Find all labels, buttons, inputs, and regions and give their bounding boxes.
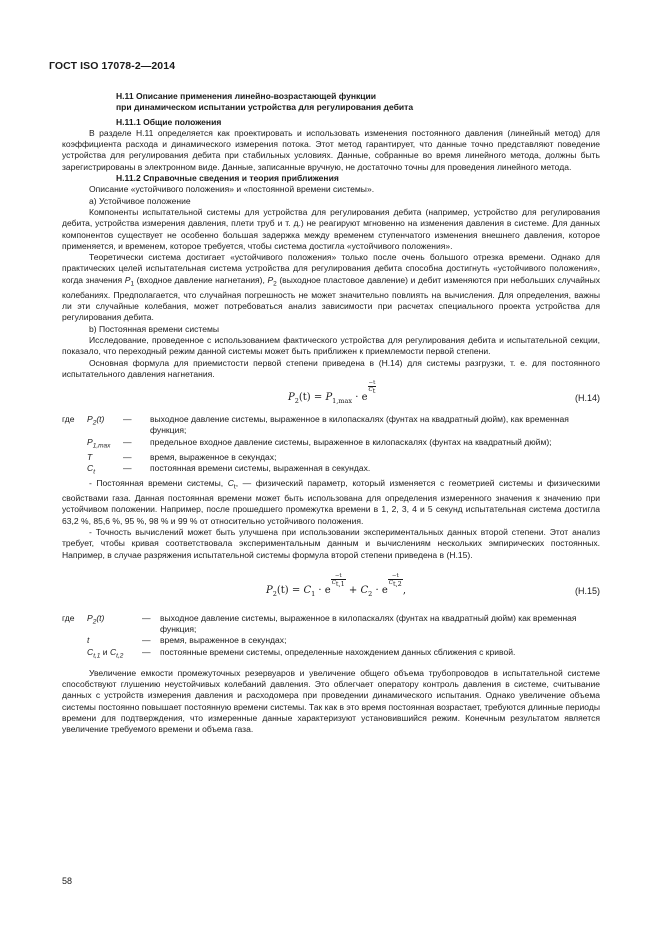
definition-row: $P_{1,max}$ — предельное входное давление системы, выраженное в килопаскалях (фунтах на квадратный дюйм); [87, 436, 552, 450]
subsection-title-h11-1: Н.11.1 Общие положения [116, 116, 222, 127]
section-title-line2: при динамическом испытании устройства для регулирования дебита [116, 102, 414, 113]
formula-h14 [62, 380, 600, 414]
subsection-title-h11-2: Н.11.2 Справочные сведения и теория приближения [116, 173, 339, 184]
paragraph-components: Компоненты испытательной системы для устройства для регулирования дебита (например, устройство для регулирования дебита, устройства измерения давления, плети труб и т. д.) не реагируют мгновенно на изменения давления в системе. Для данных компонентов существует не особенно большая задержка между временем ступенчатого изменения внешнего давления, которое применяется, и временем, которое требуется, чтобы система достигла «устойчивого положения». [62, 206, 600, 251]
list-item-b: b) Постоянная времени системы [89, 323, 219, 334]
definition-row: T — время, выраженное в секундах; [87, 451, 277, 462]
definition-row: где $P_2(t)$ — выходное давление системы, выраженное в килопаскалях (фунтах на квадратный дюйм), как временная функция; [62, 414, 569, 436]
definition-row: $C_t$ — постоянная времени системы, выраженная в секундах. [87, 463, 371, 476]
paragraph-time-constant: - Постоянная времени системы, $C_t$, — физический параметр, который изменяется с геометрией системы и физическими свойствами газа. Данная постоянная времени может быть использована для определения измеренного значения к значению при устойчивом положении. Например, после прошедшего промежутка времени в 1, 2, 3, 4 и 5 секунд испытательная система достигла 63,2 %, 85,6 %, 95 %, 98 % и 99 % от относительно устойчивого положения. [62, 478, 600, 526]
paragraph-basic-formula: Основная формула для приемистости первой степени приведена в (Н.14) для системы разгрузки, т. е. для постоянного испытательного давления нагнетания. [62, 357, 600, 379]
definitions-h15 [62, 613, 600, 662]
page-number: 58 [62, 876, 73, 886]
definition-row: $C_{t,1}$ и $C_{t,2}$ — постоянные времени системы, определенные нахождением данных сближения с кривой. [87, 646, 516, 660]
formula-h15-number: (Н.15) [574, 585, 600, 596]
formula-h14-expression: $P_2(t) = P_{1,max} \cdot e$ $\frac{-t}{C_t}$ [288, 380, 376, 406]
paragraph-intro: Описание «устойчивого положения» и «постоянной времени системы». [89, 184, 375, 195]
paragraph-theory: Теоретически система достигает «устойчивого положения» только после очень большого отрезка времени. Однако для практических целей испытательная система устройства для регулирования дебита способна достигнуть «устойчивого положения», когда значения $P_1$ (входное давление нагнетания), $P_2$ (выходное пластовое давление) и дебит изменяются при небольших случайных колебаниях. Предполагается, что случайная погрешность не может значительно повлиять на вычисления. Для определения, важны ли эти случайные колебания, может потребоваться анализ зависимости при расчетах специального проекта устройства для регулирования дебита. [62, 252, 600, 323]
formula-h15-expression: $P_2(t) = C_1 \cdot e$ $\frac{-t}{C_{t,1}}$ + $C_2 \cdot e$ $\frac{-t}{C_{t,2}}$ , [266, 572, 406, 598]
definition-row: t — время, выраженное в секундах; [87, 635, 287, 646]
list-item-a: а) Устойчивое положение [89, 195, 191, 206]
paragraph-h11-1: В разделе Н.11 определяется как проектировать и использовать изменения постоянного давления (линейный метод) для коэффициента расхода и динамического измерения потока. Этот метод гарантирует, что данные точно представляют поведение устройства для регулирования дебита при стабильных условиях. Данные, собранные во время линейного метода, должны быть зарегистрированы в электронном виде. Данные, записанные вручную, не достаточно точны для проведения линейного метода. [62, 127, 600, 172]
paragraph-research: Исследование, проведенное с использованием фактического устройства для регулирования дебита и испытательной секции, показало, что переходный режим данной системы может быть приближен к приемлемости первой степени. [62, 334, 600, 357]
formula-h15 [62, 561, 600, 613]
section-title-line1: Н.11 Описание применения линейно-возрастающей функции [116, 91, 377, 101]
page-header: ГОСТ ISO 17078-2—2014 [49, 60, 176, 72]
paragraph-accuracy: - Точность вычислений может быть улучшена при использовании экспериментальных данных второй степени. Этот анализ требует, чтобы кривая соответствовала экспериментальным данным и вычислениям нескольких эмпирических постоянных. Например, в случае разряжения испытательной системы формула второй степени приведена в (Н.15). [62, 526, 600, 560]
definition-row: где $P_2(t)$ — выходное давление системы, выраженное в килопаскалях (фунтах на квадратный дюйм) как временная функция; [62, 612, 577, 635]
paragraph-volume: Увеличение емкости промежуточных резервуаров и увеличение общего объема трубопроводов в испытательной системе способствуют глушению неустойчивых колебаний давления. Это облегчает оператору контроль давления в системе, считывание данных с устройств измерения давления и расходомера при проведении динамического испытания. Однако увеличение объема системы постоянно повышает постоянную времени системы. Так как в это время постоянная возрастает, требуются длинные периоды времени для подтверждения, что измеренные данные характеризуют установившийся режим. Конечным результатом является увеличение требуемого времени и объема газа. [62, 667, 600, 735]
formula-h14-number: (Н.14) [574, 393, 600, 404]
definitions-h14 [62, 414, 600, 478]
document-body [62, 91, 600, 735]
